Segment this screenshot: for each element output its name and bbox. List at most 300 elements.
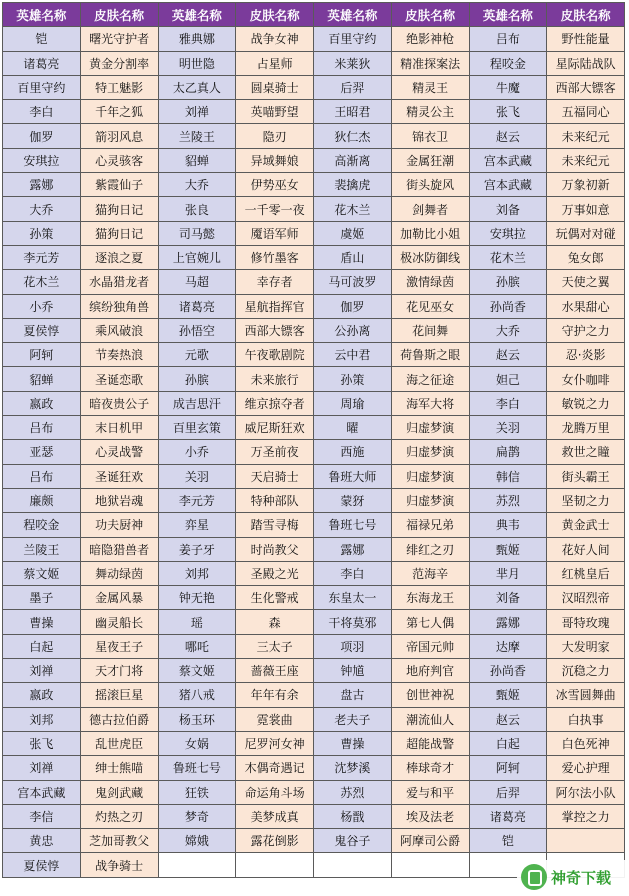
skin-name-cell	[236, 853, 314, 877]
hero-name-cell: 墨子	[3, 586, 81, 610]
watermark-text: 神奇下载	[551, 869, 612, 887]
skin-name-cell: 坚韧之力	[547, 488, 625, 512]
hero-name-cell	[158, 853, 236, 877]
download-logo-icon	[521, 864, 547, 890]
hero-name-cell: 白起	[3, 634, 81, 658]
skin-name-cell: 木偶奇遇记	[236, 756, 314, 780]
skin-name-cell: 节奏热浪	[80, 343, 158, 367]
skin-name-cell: 海之征途	[391, 367, 469, 391]
skin-name-cell: 暗夜贵公子	[80, 391, 158, 415]
skin-name-cell: 德古拉伯爵	[80, 707, 158, 731]
skin-name-cell: 街头霸王	[547, 464, 625, 488]
table-row	[3, 610, 625, 634]
hero-name-cell: 周瑜	[314, 391, 392, 415]
table-row	[3, 75, 625, 99]
table-row	[3, 561, 625, 585]
hero-name-cell: 亚瑟	[3, 440, 81, 464]
skin-name-cell: 水果甜心	[547, 294, 625, 318]
skin-name-cell: 归虚梦演	[391, 488, 469, 512]
table-row	[3, 683, 625, 707]
skin-name-cell: 战争女神	[236, 27, 314, 51]
hero-name-cell: 雅典娜	[158, 27, 236, 51]
skin-name-cell: 五福同心	[547, 100, 625, 124]
skin-name-cell: 玩偶对对碰	[547, 221, 625, 245]
skin-name-cell: 露花倒影	[236, 829, 314, 853]
hero-name-cell: 吕布	[469, 27, 547, 51]
skin-name-cell: 第七人偶	[391, 610, 469, 634]
skin-name-cell: 兔女郎	[547, 245, 625, 269]
hero-name-cell: 狄仁杰	[314, 124, 392, 148]
skin-name-cell: 时尚教父	[236, 537, 314, 561]
skin-name-cell	[547, 829, 625, 853]
hero-name-cell: 哪吒	[158, 634, 236, 658]
hero-name-cell: 程咬金	[3, 513, 81, 537]
table-row	[3, 416, 625, 440]
skin-name-cell: 未来旅行	[236, 367, 314, 391]
table-row	[3, 148, 625, 172]
skin-name-cell: 西部大镖客	[236, 318, 314, 342]
skin-name-cell: 帝国元帅	[391, 634, 469, 658]
hero-name-cell: 牛魔	[469, 75, 547, 99]
skin-name-cell: 忍·炎影	[547, 343, 625, 367]
table-row	[3, 51, 625, 75]
hero-name-cell: 夏侯惇	[3, 318, 81, 342]
skin-name-cell: 战争骑士	[80, 853, 158, 877]
skin-name-cell: 地府判官	[391, 659, 469, 683]
hero-name-cell: 大乔	[3, 197, 81, 221]
hero-name-cell: 司马懿	[158, 221, 236, 245]
hero-name-cell: 安琪拉	[3, 148, 81, 172]
skin-name-cell: 箭羽风息	[80, 124, 158, 148]
hero-name-cell: 花木兰	[469, 245, 547, 269]
skin-name-cell: 归虚梦演	[391, 416, 469, 440]
skin-name-cell: 创世神祝	[391, 683, 469, 707]
hero-name-cell: 百里玄策	[158, 416, 236, 440]
table-row	[3, 488, 625, 512]
hero-name-cell: 关羽	[469, 416, 547, 440]
skin-name-cell: 紫霞仙子	[80, 173, 158, 197]
hero-name-cell: 鬼谷子	[314, 829, 392, 853]
skin-name-cell: 摇滚巨星	[80, 683, 158, 707]
skin-name-cell: 大发明家	[547, 634, 625, 658]
hero-name-cell: 上官婉儿	[158, 245, 236, 269]
skin-name-cell: 曙光守护者	[80, 27, 158, 51]
skin-name-cell: 掌控之力	[547, 804, 625, 828]
hero-name-cell: 赵云	[469, 707, 547, 731]
hero-name-cell: 嫦娥	[158, 829, 236, 853]
hero-name-cell: 赵云	[469, 124, 547, 148]
skin-name-cell: 异域舞娘	[236, 148, 314, 172]
hero-name-cell: 甄姬	[469, 537, 547, 561]
header-hero-name: 英雄名称	[314, 3, 392, 27]
hero-name-cell: 裴擒虎	[314, 173, 392, 197]
hero-name-cell: 诸葛亮	[158, 294, 236, 318]
table-row	[3, 318, 625, 342]
watermark	[517, 860, 625, 894]
table-row	[3, 586, 625, 610]
skin-name-cell: 万圣前夜	[236, 440, 314, 464]
hero-name-cell: 甄姬	[469, 683, 547, 707]
skin-name-cell: 精灵王	[391, 75, 469, 99]
skin-name-cell: 鬼剑武藏	[80, 780, 158, 804]
skin-name-cell: 午夜歌剧院	[236, 343, 314, 367]
hero-name-cell: 孙尚香	[469, 294, 547, 318]
skin-name-cell: 维京掠夺者	[236, 391, 314, 415]
skin-name-cell: 天才门将	[80, 659, 158, 683]
hero-name-cell: 曹操	[314, 731, 392, 755]
skin-name-cell: 舞动绿茵	[80, 561, 158, 585]
skin-name-cell: 圣诞狂欢	[80, 464, 158, 488]
skin-name-cell: 救世之瞳	[547, 440, 625, 464]
hero-name-cell: 貂蝉	[3, 367, 81, 391]
skin-name-cell	[391, 853, 469, 877]
hero-name-cell: 刘禅	[3, 756, 81, 780]
hero-name-cell: 兰陵王	[3, 537, 81, 561]
skin-name-cell: 归虚梦演	[391, 464, 469, 488]
hero-name-cell: 成吉思汗	[158, 391, 236, 415]
skin-name-cell: 金属风暴	[80, 586, 158, 610]
skin-name-cell: 魇语军师	[236, 221, 314, 245]
hero-name-cell: 李白	[3, 100, 81, 124]
hero-name-cell: 蔡文姬	[3, 561, 81, 585]
hero-name-cell: 后羿	[469, 780, 547, 804]
hero-name-cell: 高渐离	[314, 148, 392, 172]
skin-name-cell: 白执事	[547, 707, 625, 731]
hero-name-cell: 孙策	[3, 221, 81, 245]
skin-name-cell: 特工魅影	[80, 75, 158, 99]
hero-name-cell: 蔡文姬	[158, 659, 236, 683]
hero-name-cell: 貂蝉	[158, 148, 236, 172]
hero-name-cell: 小乔	[158, 440, 236, 464]
skin-name-cell: 末日机甲	[80, 416, 158, 440]
skin-name-cell: 汉昭烈帝	[547, 586, 625, 610]
hero-name-cell: 露娜	[314, 537, 392, 561]
hero-name-cell: 花木兰	[3, 270, 81, 294]
skin-name-cell: 白色死神	[547, 731, 625, 755]
skin-name-cell: 乘风破浪	[80, 318, 158, 342]
skin-name-cell: 一千零一夜	[236, 197, 314, 221]
hero-name-cell: 芈月	[469, 561, 547, 585]
skin-name-cell: 蔷薇王座	[236, 659, 314, 683]
hero-name-cell: 鲁班大师	[314, 464, 392, 488]
hero-name-cell: 弈星	[158, 513, 236, 537]
table-row	[3, 197, 625, 221]
hero-name-cell: 马超	[158, 270, 236, 294]
table-row	[3, 100, 625, 124]
table-row	[3, 659, 625, 683]
skin-name-cell: 占星师	[236, 51, 314, 75]
skin-name-cell: 猫狗日记	[80, 197, 158, 221]
skin-name-cell: 未来纪元	[547, 124, 625, 148]
hero-name-cell: 妲己	[469, 367, 547, 391]
hero-name-cell: 公孙离	[314, 318, 392, 342]
hero-name-cell: 杨玉环	[158, 707, 236, 731]
table-row	[3, 513, 625, 537]
skin-name-cell: 星际陆战队	[547, 51, 625, 75]
table-row	[3, 756, 625, 780]
hero-name-cell: 关羽	[158, 464, 236, 488]
skin-name-cell: 乱世虎臣	[80, 731, 158, 755]
skin-name-cell: 生化警戒	[236, 586, 314, 610]
hero-name-cell: 百里守约	[314, 27, 392, 51]
skin-name-cell: 超能战警	[391, 731, 469, 755]
hero-name-cell: 瑶	[158, 610, 236, 634]
skin-name-cell: 修竹墨客	[236, 245, 314, 269]
skin-name-cell: 星夜王子	[80, 634, 158, 658]
hero-skin-table-container	[2, 2, 625, 878]
skin-name-cell: 万事如意	[547, 197, 625, 221]
hero-name-cell: 刘备	[469, 586, 547, 610]
skin-name-cell: 棒球奇才	[391, 756, 469, 780]
hero-name-cell: 刘邦	[3, 707, 81, 731]
hero-name-cell: 韩信	[469, 464, 547, 488]
hero-name-cell: 东皇太一	[314, 586, 392, 610]
skin-name-cell: 荷鲁斯之眼	[391, 343, 469, 367]
skin-name-cell: 幸存者	[236, 270, 314, 294]
skin-name-cell: 地狱岩魂	[80, 488, 158, 512]
hero-name-cell: 王昭君	[314, 100, 392, 124]
table-row	[3, 780, 625, 804]
skin-name-cell: 踏雪寻梅	[236, 513, 314, 537]
hero-name-cell: 鲁班七号	[314, 513, 392, 537]
hero-name-cell: 诸葛亮	[3, 51, 81, 75]
hero-name-cell: 宫本武藏	[469, 173, 547, 197]
skin-name-cell: 命运角斗场	[236, 780, 314, 804]
skin-name-cell: 守护之力	[547, 318, 625, 342]
table-row	[3, 343, 625, 367]
table-row	[3, 804, 625, 828]
hero-name-cell: 李信	[3, 804, 81, 828]
table-row	[3, 367, 625, 391]
hero-name-cell: 张飞	[469, 100, 547, 124]
skin-name-cell: 千年之狐	[80, 100, 158, 124]
skin-name-cell: 天使之翼	[547, 270, 625, 294]
hero-name-cell: 杨戬	[314, 804, 392, 828]
hero-name-cell: 蒙犽	[314, 488, 392, 512]
skin-name-cell: 幽灵船长	[80, 610, 158, 634]
skin-name-cell: 野性能量	[547, 27, 625, 51]
skin-name-cell: 女仆咖啡	[547, 367, 625, 391]
hero-name-cell: 刘禅	[3, 659, 81, 683]
hero-name-cell: 刘禅	[158, 100, 236, 124]
hero-name-cell: 孙策	[314, 367, 392, 391]
skin-name-cell: 阿摩司公爵	[391, 829, 469, 853]
header-hero-name: 英雄名称	[469, 3, 547, 27]
hero-name-cell: 扁鹊	[469, 440, 547, 464]
skin-name-cell: 福禄兄弟	[391, 513, 469, 537]
hero-name-cell: 嬴政	[3, 683, 81, 707]
table-row	[3, 124, 625, 148]
header-hero-name: 英雄名称	[3, 3, 81, 27]
skin-name-cell: 缤纷独角兽	[80, 294, 158, 318]
skin-name-cell: 圣殿之光	[236, 561, 314, 585]
skin-name-cell: 森	[236, 610, 314, 634]
skin-name-cell: 未来纪元	[547, 148, 625, 172]
hero-name-cell: 元歌	[158, 343, 236, 367]
hero-name-cell: 程咬金	[469, 51, 547, 75]
skin-name-cell: 星航指挥官	[236, 294, 314, 318]
skin-name-cell: 锦衣卫	[391, 124, 469, 148]
hero-name-cell: 小乔	[3, 294, 81, 318]
header-skin-name: 皮肤名称	[391, 3, 469, 27]
hero-name-cell: 明世隐	[158, 51, 236, 75]
table-row	[3, 294, 625, 318]
skin-name-cell: 心灵骇客	[80, 148, 158, 172]
hero-name-cell: 后羿	[314, 75, 392, 99]
hero-name-cell: 伽罗	[314, 294, 392, 318]
skin-name-cell: 功夫厨神	[80, 513, 158, 537]
table-row	[3, 221, 625, 245]
skin-name-cell: 绯红之刃	[391, 537, 469, 561]
hero-name-cell: 吕布	[3, 464, 81, 488]
hero-name-cell: 阿轲	[469, 756, 547, 780]
skin-name-cell: 美梦成真	[236, 804, 314, 828]
hero-name-cell: 女娲	[158, 731, 236, 755]
skin-name-cell: 隐刃	[236, 124, 314, 148]
table-row	[3, 270, 625, 294]
hero-name-cell: 苏烈	[469, 488, 547, 512]
skin-name-cell: 阿尔法小队	[547, 780, 625, 804]
hero-name-cell: 项羽	[314, 634, 392, 658]
skin-name-cell: 西部大镖客	[547, 75, 625, 99]
hero-name-cell: 达摩	[469, 634, 547, 658]
hero-name-cell: 伽罗	[3, 124, 81, 148]
hero-name-cell: 米莱狄	[314, 51, 392, 75]
hero-name-cell: 白起	[469, 731, 547, 755]
table-row	[3, 245, 625, 269]
table-row	[3, 391, 625, 415]
hero-name-cell: 西施	[314, 440, 392, 464]
hero-name-cell: 梦奇	[158, 804, 236, 828]
hero-name-cell: 虞姬	[314, 221, 392, 245]
skin-name-cell: 黄金分割率	[80, 51, 158, 75]
header-row	[3, 3, 625, 27]
skin-name-cell: 冰雪圆舞曲	[547, 683, 625, 707]
table-row	[3, 440, 625, 464]
skin-name-cell: 精灵公主	[391, 100, 469, 124]
hero-name-cell: 李元芳	[158, 488, 236, 512]
hero-name-cell: 花木兰	[314, 197, 392, 221]
hero-name-cell: 曹操	[3, 610, 81, 634]
skin-name-cell: 花好人间	[547, 537, 625, 561]
hero-name-cell: 钟馗	[314, 659, 392, 683]
skin-name-cell: 街头旋风	[391, 173, 469, 197]
skin-name-cell: 水晶猎龙者	[80, 270, 158, 294]
hero-name-cell: 盘古	[314, 683, 392, 707]
skin-name-cell: 龙腾万里	[547, 416, 625, 440]
skin-name-cell: 范海辛	[391, 561, 469, 585]
hero-name-cell: 孙膑	[158, 367, 236, 391]
hero-name-cell: 孙悟空	[158, 318, 236, 342]
hero-name-cell: 廉颇	[3, 488, 81, 512]
table-row	[3, 829, 625, 853]
skin-name-cell: 年年有余	[236, 683, 314, 707]
table-row	[3, 731, 625, 755]
hero-name-cell: 铠	[469, 829, 547, 853]
skin-name-cell: 猫狗日记	[80, 221, 158, 245]
header-skin-name: 皮肤名称	[236, 3, 314, 27]
hero-name-cell	[314, 853, 392, 877]
hero-name-cell: 夏侯惇	[3, 853, 81, 877]
hero-name-cell: 曜	[314, 416, 392, 440]
skin-name-cell: 逐浪之夏	[80, 245, 158, 269]
hero-name-cell: 云中君	[314, 343, 392, 367]
skin-name-cell: 海军大将	[391, 391, 469, 415]
skin-name-cell: 特种部队	[236, 488, 314, 512]
hero-name-cell: 大乔	[469, 318, 547, 342]
hero-name-cell: 李白	[314, 561, 392, 585]
skin-name-cell: 芝加哥教父	[80, 829, 158, 853]
hero-name-cell: 阿轲	[3, 343, 81, 367]
hero-name-cell: 大乔	[158, 173, 236, 197]
hero-name-cell: 铠	[3, 27, 81, 51]
skin-name-cell: 极冰防御线	[391, 245, 469, 269]
hero-name-cell: 露娜	[3, 173, 81, 197]
hero-name-cell: 太乙真人	[158, 75, 236, 99]
table-row	[3, 173, 625, 197]
skin-name-cell: 绝影神枪	[391, 27, 469, 51]
skin-name-cell: 黄金武士	[547, 513, 625, 537]
hero-name-cell: 百里守约	[3, 75, 81, 99]
skin-name-cell: 威尼斯狂欢	[236, 416, 314, 440]
hero-name-cell: 钟无艳	[158, 586, 236, 610]
hero-name-cell: 刘邦	[158, 561, 236, 585]
skin-name-cell: 天启骑士	[236, 464, 314, 488]
hero-name-cell: 赵云	[469, 343, 547, 367]
hero-name-cell: 兰陵王	[158, 124, 236, 148]
skin-name-cell: 花见巫女	[391, 294, 469, 318]
hero-name-cell: 孙尚香	[469, 659, 547, 683]
skin-name-cell: 红桃皇后	[547, 561, 625, 585]
hero-name-cell: 干将莫邪	[314, 610, 392, 634]
hero-name-cell: 宫本武藏	[3, 780, 81, 804]
skin-name-cell: 东海龙王	[391, 586, 469, 610]
table-body	[3, 27, 625, 877]
skin-name-cell: 三太子	[236, 634, 314, 658]
hero-name-cell: 黄忠	[3, 829, 81, 853]
skin-name-cell: 埃及法老	[391, 804, 469, 828]
table-row	[3, 634, 625, 658]
hero-name-cell: 苏烈	[314, 780, 392, 804]
skin-name-cell: 加勒比小姐	[391, 221, 469, 245]
header-hero-name: 英雄名称	[158, 3, 236, 27]
table-row	[3, 27, 625, 51]
hero-name-cell: 李白	[469, 391, 547, 415]
skin-name-cell: 爱心护理	[547, 756, 625, 780]
hero-skin-table	[2, 2, 625, 878]
hero-name-cell: 露娜	[469, 610, 547, 634]
skin-name-cell: 剑舞者	[391, 197, 469, 221]
skin-name-cell: 心灵战警	[80, 440, 158, 464]
table-row	[3, 707, 625, 731]
skin-name-cell: 潮流仙人	[391, 707, 469, 731]
hero-name-cell: 典韦	[469, 513, 547, 537]
hero-name-cell: 嬴政	[3, 391, 81, 415]
table-row	[3, 537, 625, 561]
hero-name-cell: 诸葛亮	[469, 804, 547, 828]
skin-name-cell: 沉稳之力	[547, 659, 625, 683]
skin-name-cell: 金属狂潮	[391, 148, 469, 172]
hero-name-cell: 安琪拉	[469, 221, 547, 245]
hero-name-cell: 张良	[158, 197, 236, 221]
hero-name-cell: 马可波罗	[314, 270, 392, 294]
skin-name-cell: 灼热之刃	[80, 804, 158, 828]
hero-name-cell: 宫本武藏	[469, 148, 547, 172]
hero-name-cell: 老夫子	[314, 707, 392, 731]
skin-name-cell: 哥特玫瑰	[547, 610, 625, 634]
hero-name-cell: 盾山	[314, 245, 392, 269]
skin-name-cell: 霓裳曲	[236, 707, 314, 731]
